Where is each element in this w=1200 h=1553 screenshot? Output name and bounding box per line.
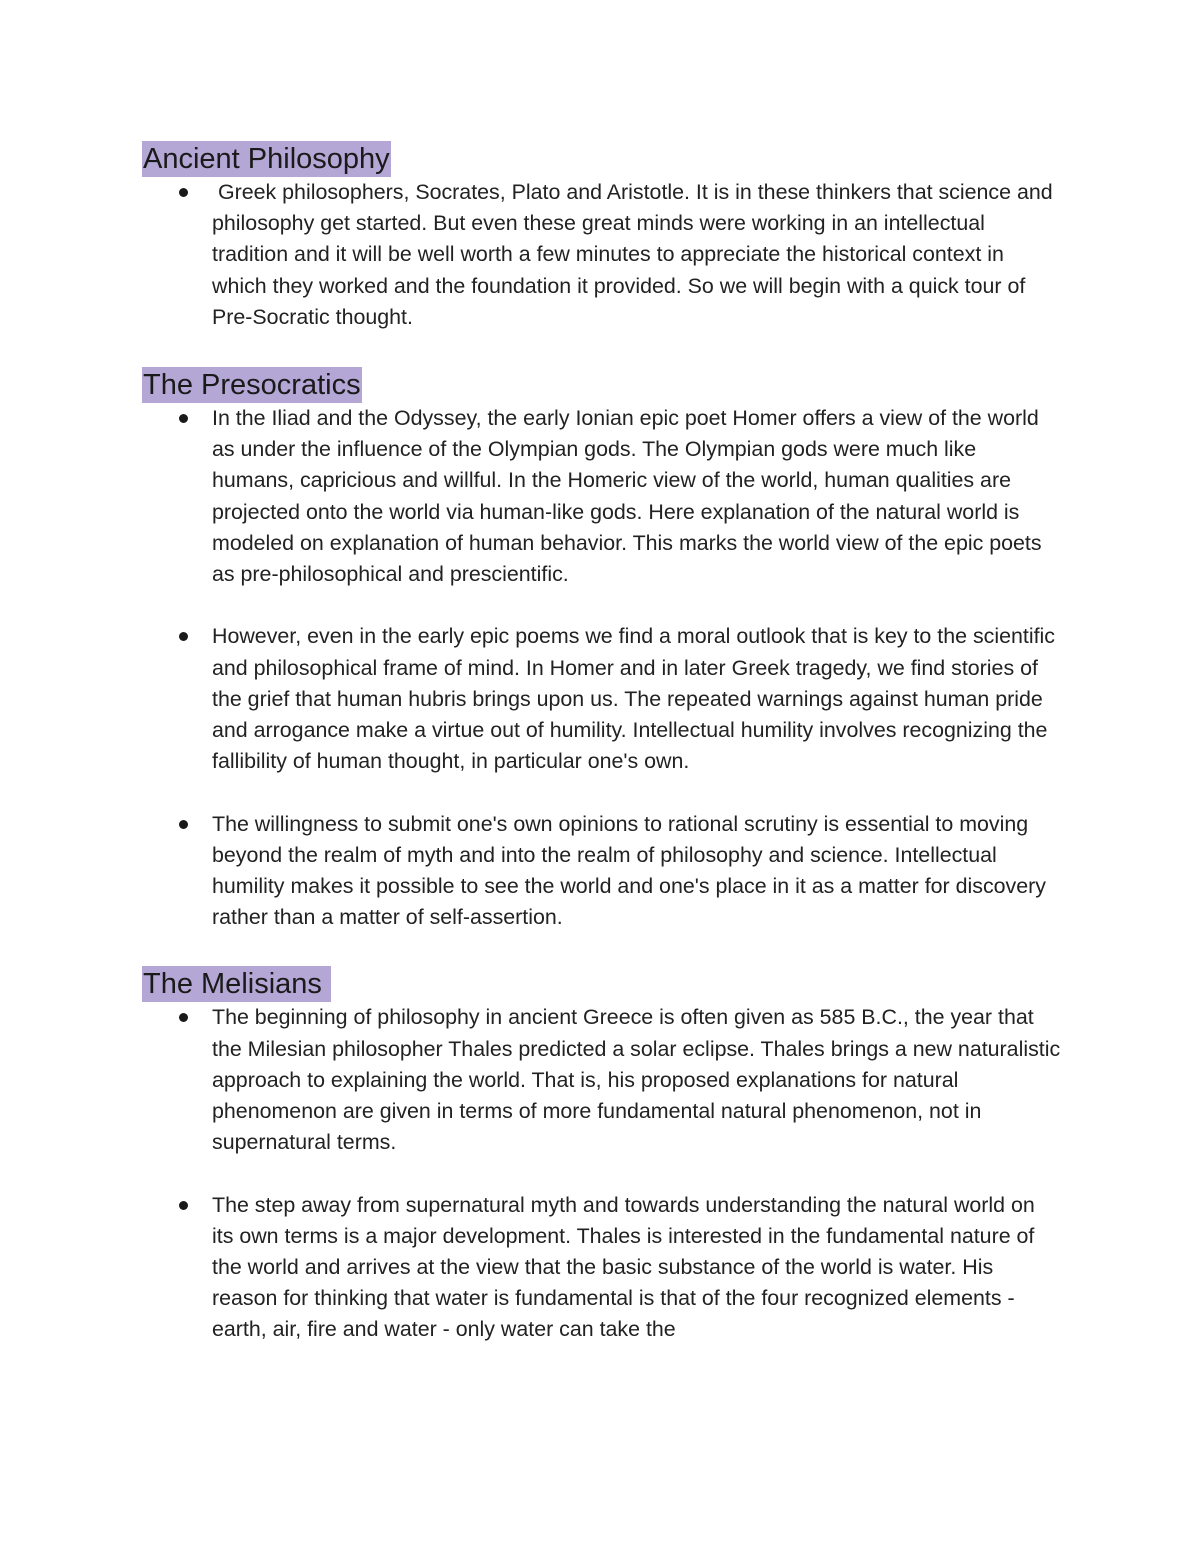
list-item [142,403,1062,590]
bullet-list [142,403,1062,933]
bullet-text: In the Iliad and the Odyssey, the early Ionian epic poet Homer offers a view of the world as under the influence of the Olympian gods. The Olympian gods were much like humans, capricious and willful. In the Homeric view of the world, human qualities are projected onto the world via human-like gods. Here explanation of the natural world is modeled on explanation of human behavior. This marks the world view of the epic poets as pre-philosophical and prescientific. [212,406,1042,587]
bullet-icon [179,820,188,829]
bullet-text: However, even in the early epic poems we find a moral outlook that is key to the scientific and philosophical frame of mind. In Homer and in later Greek tragedy, we find stories of the grief that human hubris brings upon us. The repeated warnings against human pride and arrogance make a virtue out of humility. Intellectual humility involves recognizing the fallibility of human thought, in particular one's own. [212,624,1055,774]
list-item [142,177,1062,333]
bullet-icon [179,1013,188,1022]
bullet-list [142,1002,1062,1345]
list-item [142,809,1062,934]
bullet-text: The step away from supernatural myth and towards understanding the natural world on its own terms is a major development. Thales is interested in the fundamental nature of the world and arrives at the view that the basic substance of the world is water. His reason for thinking that water is fundamental is that of the four recognized elements - earth, air, fire and water - only water can take the [212,1192,1035,1342]
bullet-text: The beginning of philosophy in ancient Greece is often given as 585 B.C., the year that the Milesian philosopher Thales predicted a solar eclipse. Thales brings a new naturalistic approach to explaining the world. That is, his proposed explanations for natural phenomenon are given in terms of more fundamental natural phenomenon, not in supernatural terms. [212,1005,1061,1155]
bullet-text: Greek philosophers, Socrates, Plato and Aristotle. It is in these thinkers that science and philosophy get started. But even these great minds were working in an intellectual tradition and it will be well worth a few minutes to appreciate the historical context in which they worked and the foundation it provided. So we will begin with a quick tour of Pre-Socratic thought. [212,180,1059,329]
section-heading: Ancient Philosophy [143,143,390,175]
bullet-list [142,177,1062,333]
section-heading: The Melisians [143,968,330,1001]
document-page [142,141,1062,1346]
list-item [142,1002,1062,1158]
section-presocratics [142,367,1062,933]
section-melisians [142,966,1062,1345]
bullet-icon [179,188,188,197]
section-heading: The Presocratics [143,369,361,402]
list-item [142,621,1062,777]
bullet-icon [179,414,188,423]
section-ancient-philosophy [142,141,1062,333]
bullet-text: The willingness to submit one's own opinions to rational scrutiny is essential to moving beyond the realm of myth and into the realm of philosophy and science. Intellectual humility makes it possible to see the world and one's place in it as a matter for discovery rather than a matter of self-assertion. [212,811,1046,930]
bullet-icon [179,1201,188,1210]
list-item [142,1190,1062,1346]
bullet-icon [179,632,188,641]
